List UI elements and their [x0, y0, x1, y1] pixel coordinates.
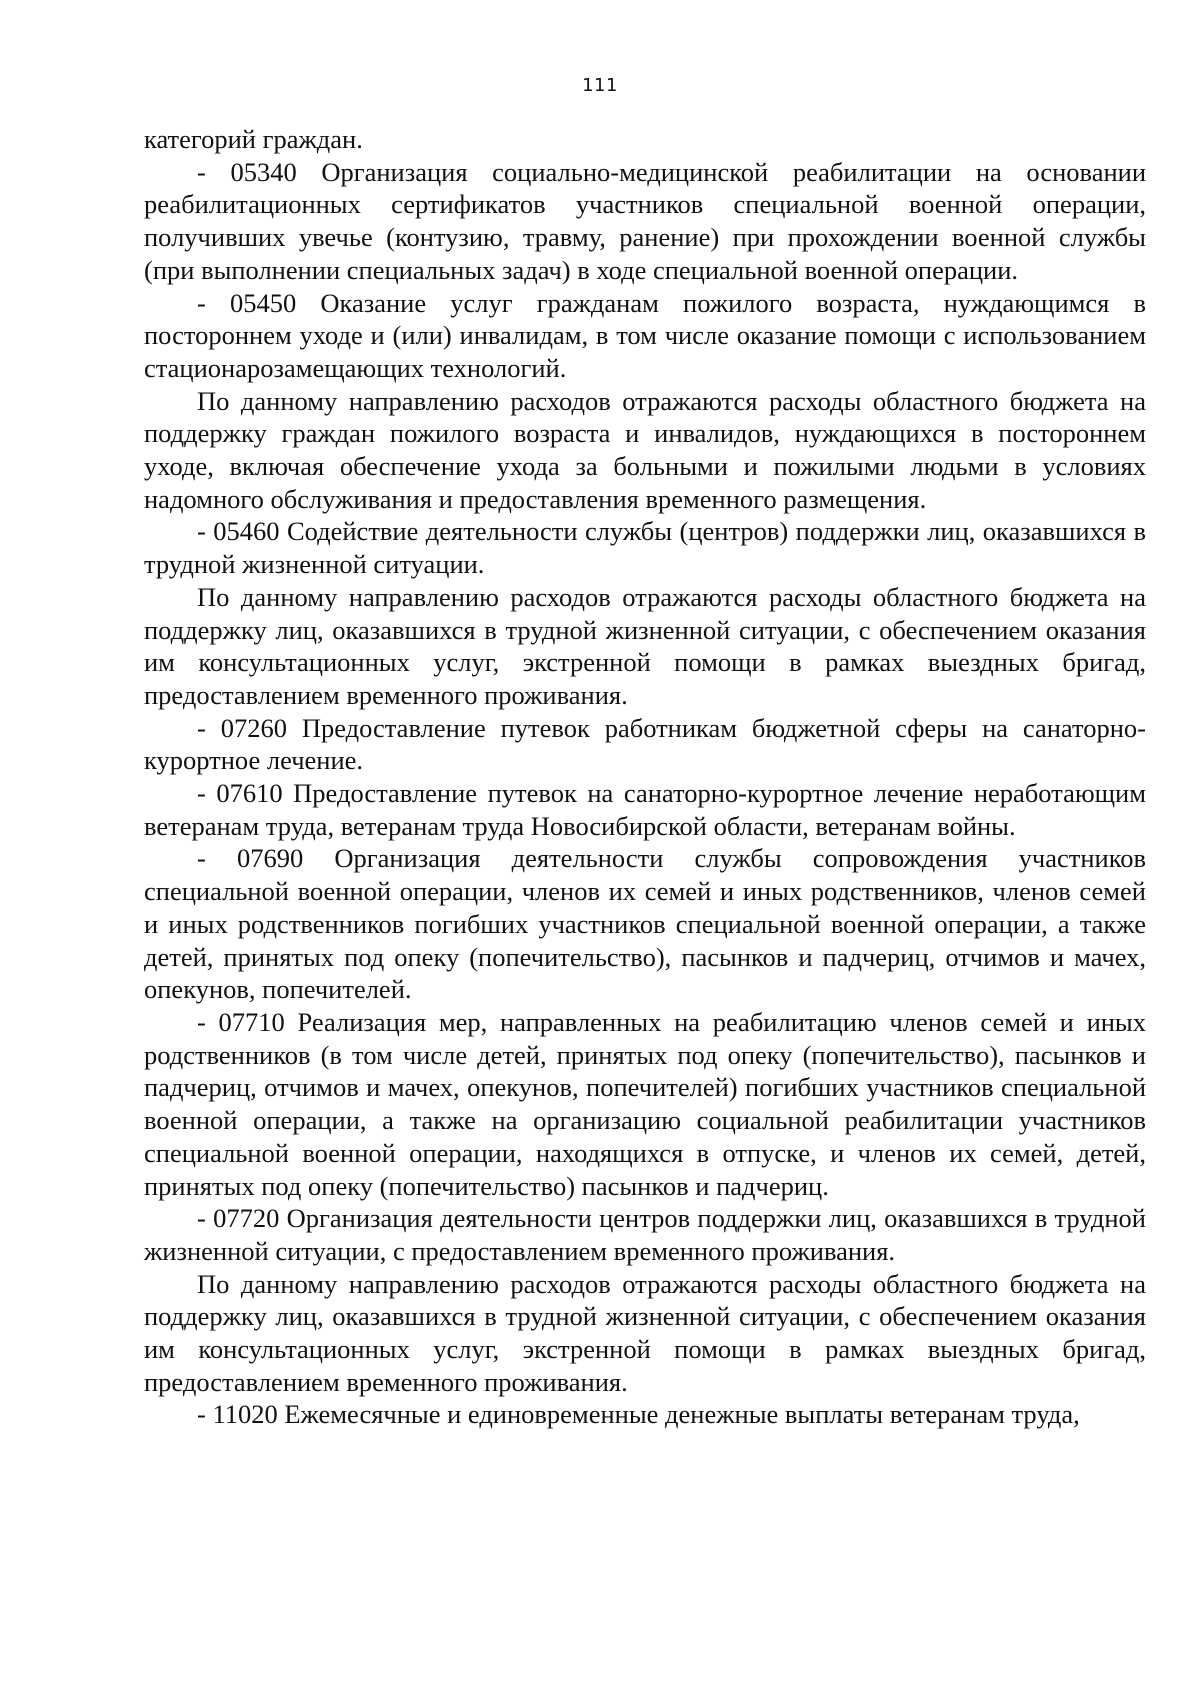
paragraph: - 11020 Ежемесячные и единовременные денежные выплаты ветеранам труда, [197, 1399, 1080, 1430]
paragraph: - 05460 Содействие деятельности службы (центров) поддержки лиц, оказавшихся в трудной жизненной ситуации. [144, 516, 1146, 580]
paragraph: - 07610 Предоставление путевок на санаторно-курортное лечение неработающим ветеранам труда, ветеранам труда Новосибирской области, ветеранам войны. [144, 778, 1146, 841]
paragraph: По данному направлению расходов отражаются расходы областного бюджета на поддержку лиц, оказавшихся в трудной жизненной ситуации, с обеспечением оказания им консультационных услуг, экстренной помощи в рамках выездных бригад, предоставлением временного проживания. [144, 581, 1146, 710]
paragraph: - 07720 Организация деятельности центров поддержки лиц, оказавшихся в трудной жизненной ситуации, с предоставлением временного проживания. [144, 1203, 1146, 1266]
page-number: 111 [582, 75, 618, 96]
paragraph: По данному направлению расходов отражаются расходы областного бюджета на поддержку граждан пожилого возраста и инвалидов, нуждающихся в постороннем уходе, включая обеспечение ухода за больными и пожилыми людьми в условиях надомного обслуживания и предоставления временного размещения. [144, 385, 1146, 514]
document-body [144, 123, 1146, 1431]
paragraph: - 05340 Организация социально-медицинской реабилитации на основании реабилитационных сертификатов участников специальной военной операции, получивших увечье (контузию, травму, ранение) при прохождении военной службы (при выполнении специальных задач) в ходе специальной военной операции. [144, 156, 1146, 285]
paragraph: - 05450 Оказание услуг гражданам пожилого возраста, нуждающимся в постороннем уходе и (или) инвалидам, в том числе оказание помощи с использованием стационарозамещающих технологий. [144, 287, 1146, 383]
paragraph: - 07690 Организация деятельности службы сопровождения участников специальной военной операции, членов их семей и иных родственников, членов семей и иных родственников погибших участников специальной военной операции, а также детей, принятых под опеку (попечительство), пасынков и падчериц, отчимов и мачех, опекунов, попечителей. [144, 843, 1146, 1005]
paragraph: - 07710 Реализация мер, направленных на реабилитацию членов семей и иных родственников (в том числе детей, принятых под опеку (попечительство), пасынков и падчериц, отчимов и мачех, опекунов, попечителей) погибших участников специальной военной операции, а также на организацию социальной реабилитации участников специальной военной операции, находящихся в отпуске, и членов их семей, детей, принятых под опеку (попечительство) пасынков и падчериц. [144, 1006, 1146, 1201]
paragraph: По данному направлению расходов отражаются расходы областного бюджета на поддержку лиц, оказавшихся в трудной жизненной ситуации, с обеспечением оказания им консультационных услуг, экстренной помощи в рамках выездных бригад, предоставлением временного проживания. [144, 1268, 1146, 1397]
paragraph: - 07260 Предоставление путевок работникам бюджетной сферы на санаторно-курортное лечение. [144, 712, 1146, 776]
paragraph: категорий граждан. [144, 124, 363, 154]
